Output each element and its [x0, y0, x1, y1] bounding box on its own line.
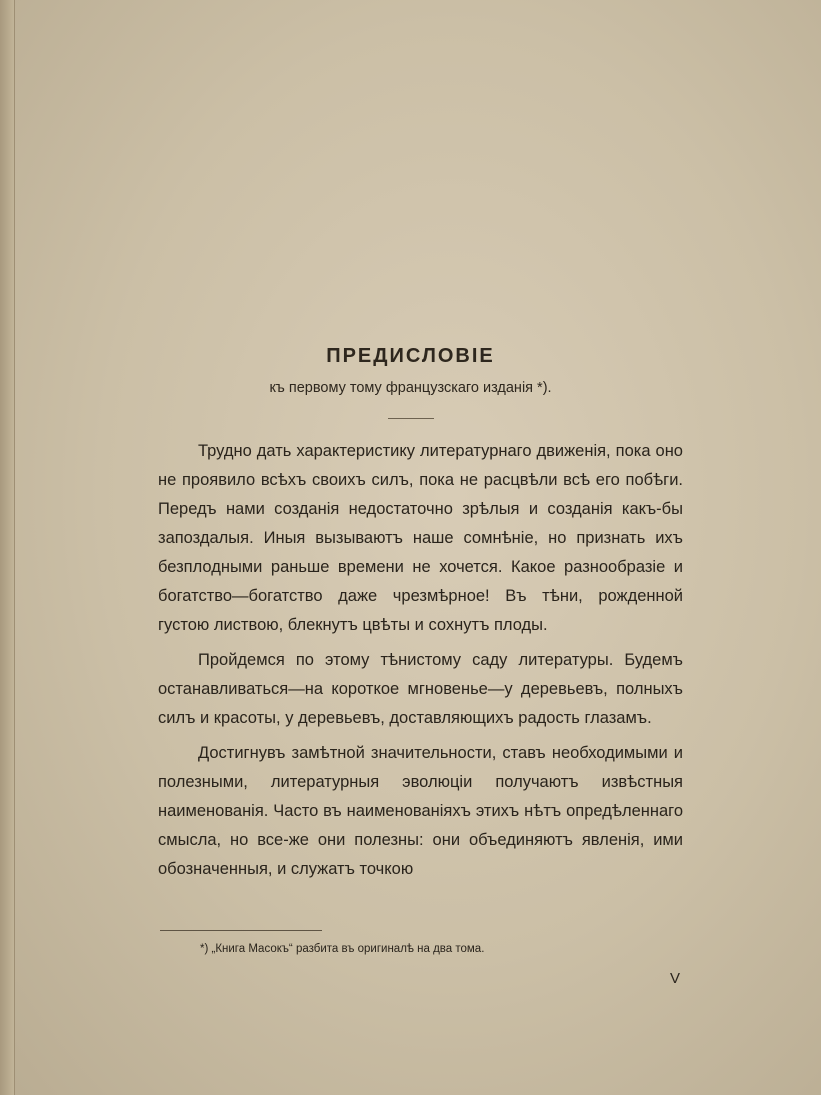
- paragraph: Трудно дать характеристику литературнаго движенія, пока оно не проявило всѣхъ своихъ силъ, пока не расцвѣли всѣ его побѣги. Передъ нами созданія недостаточно зрѣлыя и созданія какъ-бы запоздалыя. Иныя вызываютъ наше сомнѣніе, но признать ихъ безплодными раньше времени не хочется. Какое разнообразіе и богатство—богатство даже чрезмѣрное! Въ тѣни, рожденной густою листвою, блекнутъ цвѣты и сохнутъ плоды.: [158, 442, 683, 634]
- page-title: ПРЕДИСЛОВІЕ: [326, 345, 495, 367]
- title-divider: [388, 418, 434, 419]
- page-subtitle: къ первому тому французскаго изданія *).: [269, 380, 552, 396]
- page-binding-edge: [0, 0, 15, 1095]
- preface-heading: [0, 345, 821, 419]
- paragraph: Достигнувъ замѣтной значительности, ставъ необходимыми и полезными, литературныя эволюціи получаютъ извѣстныя наименованія. Часто въ наименованіяхъ этихъ нѣтъ опредѣленнаго смысла, но все-же они полезны: они объединяютъ явленія, ими обозначенныя, и служатъ точкою: [158, 744, 683, 878]
- footnote-divider: [160, 930, 322, 931]
- page-number: V: [670, 970, 681, 987]
- body-text: [158, 437, 683, 890]
- footnote: *) „Книга Масокъ“ разбита въ оригиналѣ на два тома.: [200, 943, 485, 955]
- paragraph: Пройдемся по этому тѣнистому саду литературы. Будемъ останавливаться—на короткое мгновенье—у деревьевъ, полныхъ силъ и красоты, у деревьевъ, доставляющихъ радость глазамъ.: [158, 651, 683, 727]
